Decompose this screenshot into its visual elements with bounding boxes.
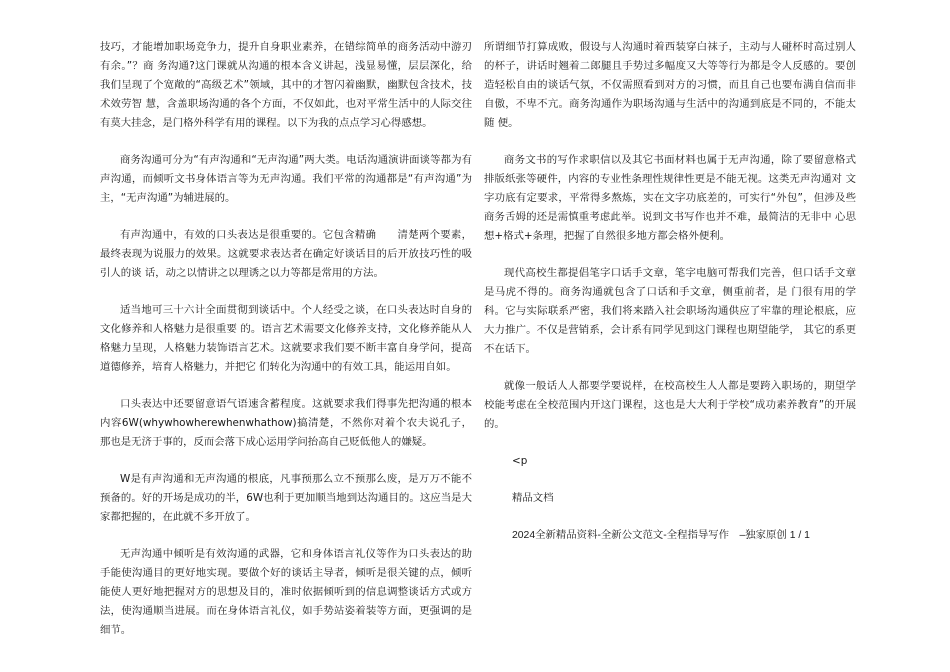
document-label: 精品文档 xyxy=(512,492,554,504)
left-column xyxy=(100,38,472,658)
paragraph: 现代高校生都提倡笔字口话手文章，笔字电脑可帮我们完善，但口话手文章是马虎不得的。商务沟通就包含了口话和手文章，侧重前者，是 门很有用的学科。它与实际联系严密，我们将来踏入社会职场沟通供应了牢靠的理论根底，应大力推广。不仅是营销系，会计系有同学见到这门课程也期望能学， 其它的系更不在话下。 xyxy=(484,267,856,355)
paragraph: 所谓细节打算成败，假设与人沟通时着西装穿白袜子，主动与人碰杯时高过别人的杯子，讲话时翘着二郎腿且手势过多幅度又大等等行为都是令人反感的。要创 造轻松自由的谈话气氛，不仅需照看到对方的习惯，而且自己也要布满自信而非自傲，不卑不亢。商务沟通作为职场沟通与生活中的沟通到底是不同的，不能太随 便。 xyxy=(484,41,856,129)
paragraph: 商务文书的写作求职信以及其它书面材料也属于无声沟通，除了要留意格式排版纸张等硬件，内容的专业性条理性规律性更是不能无视。这类无声沟通对 文字功底有定要求，平常得多熬炼，实在文字功底差的，可实行“外包”，但涉及些商务舌姆的还是需慎重考虑此举。说到文书写作也并不难，最简洁的无非中 心思想+格式+条理，把握了自然很多地方都会格外便利。 xyxy=(484,154,856,242)
paragraph: 技巧，才能增加职场竞争力，提升自身职业素养，在错综简单的商务活动中游刃有余。”？商 务沟通?这门课就从沟通的根本含义讲起，浅显易懂，层层深化，给我们呈现了个宽敞的“高级艺术”领域，其中的才智闪着幽默，幽默包含技术，技术效劳智 慧，含盖职场沟通的各个方面，不仅如此，也对平常生活中的人际交往有莫大挂念，是门格外科学有用的课程。以下为我的点点学习心得感想。 xyxy=(100,41,472,129)
footer-text: 2024全新精品资料-全新公文范文-全程指导写作 –独家原创 xyxy=(512,530,787,541)
paragraph: 有声沟通中，有效的口头表达是很重要的。它包含精确 清楚两个要素，最终表现为说服力的效果。这就要求表达者在确定好谈话目的后开放技巧性的吸引人的谈 话，动之以情讲之以理诱之以力等都是常用的方法。 xyxy=(100,229,472,279)
right-column xyxy=(484,38,856,563)
html-tag-fragment: <p xyxy=(512,455,528,467)
paragraph: 商务沟通可分为“有声沟通和“无声沟通”两大类。电话沟通演讲面谈等都为有声沟通，而倾听文书身体语言等为无声沟通。我们平常的沟通都是“有声沟通”为主，“无声沟通”为辅进展的。 xyxy=(100,154,472,204)
paragraph: 无声沟通中倾听是有效沟通的武器，它和身体语言礼仪等作为口头表达的助手能使沟通目的更好地实现。要做个好的谈话主导者，倾听是很关键的点，倾听能使人更好地把握对方的思想及目的，准时依据倾听到的信息调整谈话方式或方法，使沟通顺当进展。而在身体语言礼仪，如手势站姿着装等方面，更强调的是 细节。 xyxy=(100,548,472,636)
paragraph: W是有声沟通和无声沟通的根底，凡事预那么立不预那么废，是万万不能不预备的。好的开场是成功的半，6W也利于更加顺当地到达沟通目的。这应当是大家都把握的，在此就不多开放了。 xyxy=(100,473,472,523)
paragraph: 就像一般话人人都要学要说样，在校高校生人人都是要跨入职场的，期望学校能考虑在全校范围内开这门课程，这也是大大利于学校“成功素养教育”的开展的。 xyxy=(484,380,856,430)
page-number: 1 / 1 xyxy=(789,530,810,541)
paragraph: 适当地可三十六计全面贯彻到谈话中。个人经受之谈，在口头表达时自身的文化修养和人格魅力是很重要 的。语言艺术需要文化修养支持，文化修养能从人格魅力呈现，人格魅力装饰语言艺术。这就要求我们要不断丰富自身学问，提高道德修养，培育人格魅力，并把它 们转化为沟通中的有效工具，能运用自如。 xyxy=(100,304,472,373)
paragraph: 口头表达中还要留意语气语速含蓄程度。这就要求我们得事先把沟通的根本内容6W(whywhowherewhenwhathow)搞清楚，不然你对着个农夫说孔子，那也是无济于事的，反而会落下成心运用学问抬高自己贬低他人的嫌疑。 xyxy=(100,398,472,448)
footer-line xyxy=(484,526,856,545)
